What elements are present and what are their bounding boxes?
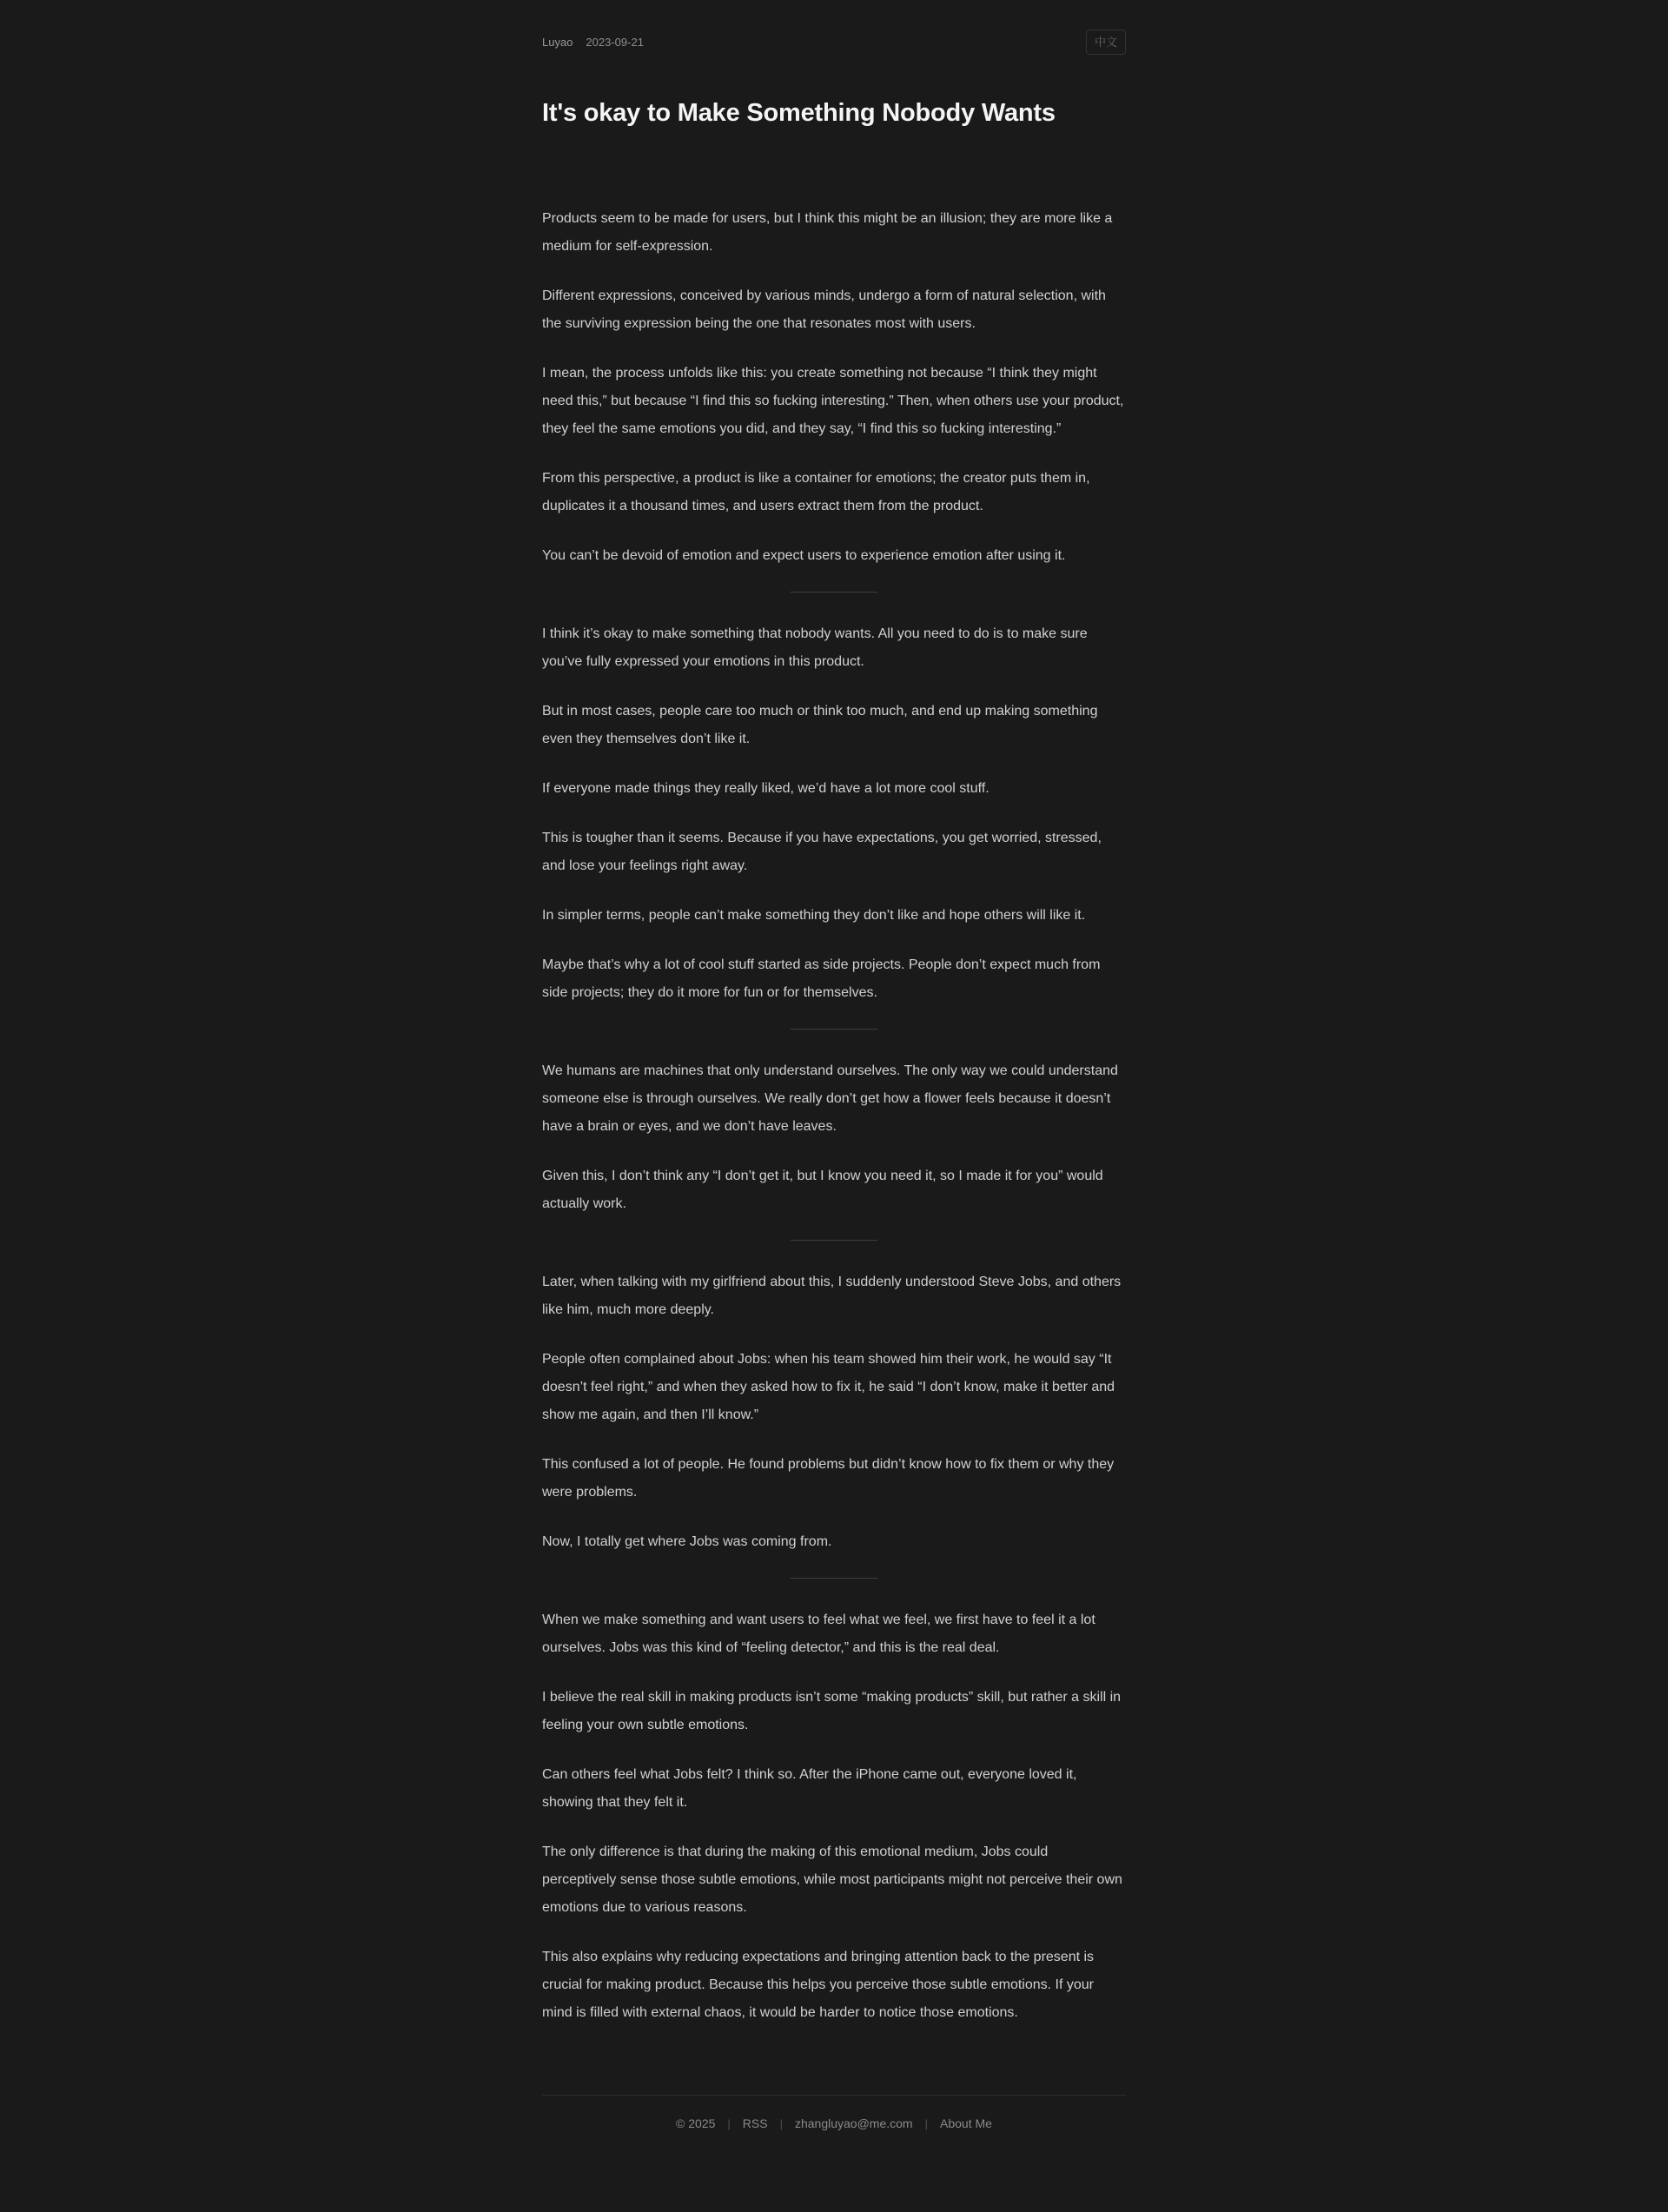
paragraph: I believe the real skill in making products isn’t some “making products” skill, but rather a skill in feeling your own subtle emotions. xyxy=(542,1690,1122,1732)
paragraph: This also explains why reducing expectations and bringing attention back to the present is crucial for making product. Because this helps you perceive those subtle emotions. If your mind is filled with external chaos, it would be harder to notice those emotions. xyxy=(542,1950,1095,2020)
section-divider xyxy=(791,592,877,593)
post-date: 2023-09-21 xyxy=(586,36,644,49)
paragraph: When we make something and want users to feel what we feel, we first have to feel it a lot ourselves. Jobs was this kind of “feeling detector,” and this is the real deal. xyxy=(542,1613,1095,1655)
paragraph: Later, when talking with my girlfriend about this, I suddenly understood Steve Jobs, and others like him, much more deeply. xyxy=(542,1275,1122,1317)
paragraph: Now, I totally get where Jobs was coming from. xyxy=(542,1534,832,1549)
paragraph: This confused a lot of people. He found problems but didn’t know how to fix them or why they were problems. xyxy=(542,1457,1115,1500)
paragraph: Given this, I don’t think any “I don’t get it, but I know you need it, so I made it for you” would actually work. xyxy=(542,1169,1103,1211)
post-meta xyxy=(542,36,644,49)
paragraph: Products seem to be made for users, but I think this might be an illusion; they are more like a medium for self-expression. xyxy=(542,211,1113,254)
section-divider xyxy=(791,1578,877,1579)
page-header xyxy=(542,29,1126,56)
language-toggle-button[interactable]: 中文 xyxy=(1086,30,1126,55)
page-container xyxy=(542,0,1126,2182)
paragraph: From this perspective, a product is like a container for emotions; the creator puts them in, duplicates it a thousand times, and users extract them from the product. xyxy=(542,471,1090,513)
paragraph: People often complained about Jobs: when his team showed him their work, he would say “It doesn’t feel right,” and when they asked how to fix it, he said “I don’t know, make it better and show me again, and then I’ll know.” xyxy=(542,1352,1115,1422)
paragraph: I mean, the process unfolds like this: you create something not because “I think they might need this,” but because “I find this so fucking interesting.” Then, when others use your product, they feel the same emotions you did, and they say, “I find this so fucking interesting.” xyxy=(542,366,1124,436)
paragraph: Maybe that’s why a lot of cool stuff started as side projects. People don’t expect much from side projects; they do it more for fun or for themselves. xyxy=(542,957,1101,1000)
footer-link-rss[interactable]: RSS xyxy=(742,2116,768,2130)
footer-separator: | xyxy=(727,2116,731,2130)
paragraph: We humans are machines that only understand ourselves. The only way we could understand someone else is through ourselves. We really don’t get how a flower feels because it doesn’t have a brain or eyes, and we don’t have leaves. xyxy=(542,1063,1118,1134)
footer-inner xyxy=(542,2096,1126,2130)
article-body xyxy=(542,205,1126,2027)
footer-copyright: © 2025 xyxy=(676,2116,716,2130)
paragraph: If everyone made things they really liked, we’d have a lot more cool stuff. xyxy=(542,781,990,796)
paragraph: Different expressions, conceived by various minds, undergo a form of natural selection, with the surviving expression being the one that resonates most with users. xyxy=(542,288,1106,331)
paragraph: I think it’s okay to make something that nobody wants. All you need to do is to make sure you’ve fully expressed your emotions in this product. xyxy=(542,626,1088,669)
footer-link-about[interactable]: About Me xyxy=(940,2116,992,2130)
author-link[interactable]: Luyao xyxy=(542,36,573,49)
footer xyxy=(542,2095,1126,2130)
footer-separator: | xyxy=(924,2116,928,2130)
footer-separator: | xyxy=(779,2116,783,2130)
paragraph: The only difference is that during the making of this emotional medium, Jobs could perceptively sense those subtle emotions, while most participants might not perceive their own emotions due to various reasons. xyxy=(542,1844,1122,1915)
paragraph: But in most cases, people care too much or think too much, and end up making something even they themselves don’t like it. xyxy=(542,704,1098,746)
post-title: It's okay to Make Something Nobody Wants xyxy=(542,99,1056,127)
section-divider xyxy=(791,1029,877,1030)
paragraph: Can others feel what Jobs felt? I think so. After the iPhone came out, everyone loved it, showing that they felt it. xyxy=(542,1767,1077,1810)
footer-link-email[interactable]: zhangluyao@me.com xyxy=(794,2116,913,2130)
paragraph: You can’t be devoid of emotion and expect users to experience emotion after using it. xyxy=(542,548,1066,563)
section-divider xyxy=(791,1240,877,1241)
paragraph: In simpler terms, people can’t make something they don’t like and hope others will like it. xyxy=(542,908,1086,923)
paragraph: This is tougher than it seems. Because if you have expectations, you get worried, stressed, and lose your feelings right away. xyxy=(542,831,1102,873)
